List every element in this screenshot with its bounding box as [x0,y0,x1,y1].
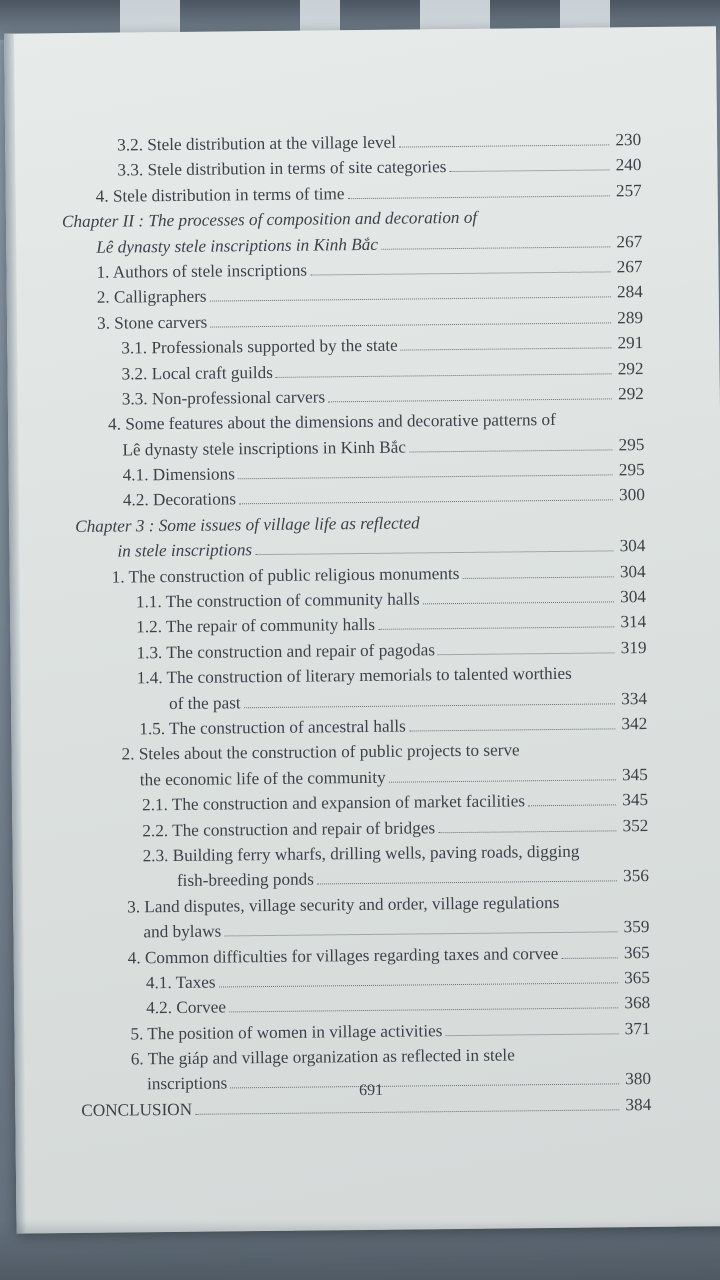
toc-entry-label: 1. The construction of public religious monuments [111,563,460,587]
toc-page-number: 230 [615,130,642,150]
page-edge [4,34,27,1234]
toc-entry-label: 4.1. Taxes [145,972,216,993]
toc-page-number: 368 [624,993,651,1013]
toc-page-number: 380 [625,1069,652,1089]
dot-leader [317,881,617,885]
dot-leader [462,576,613,579]
toc-entry-label: the economic life of the community [139,767,386,790]
toc-entry-label: 4.2. Decorations [122,489,237,510]
toc-entry-label: Lê dynasty stele inscriptions in Kinh Bắc [122,437,407,460]
toc-entry-label: 4.1. Dimensions [122,464,235,485]
toc-entry-label: 4. Common difficulties for villages regarding taxes and corvee [127,943,559,967]
toc-entry-label: 3.2. Local craft guilds [121,362,273,384]
toc-entry-label: 1.2. The repair of community halls [136,615,376,637]
toc-entry-label: 3. Land disputes, village security and order, village regulations [127,892,560,917]
toc-entry-label: 4. Some features about the dimensions and decorative patterns of [108,410,556,434]
toc-entry-label: CONCLUSION [81,1099,193,1120]
toc-page-number: 359 [623,917,650,937]
toc-entry-label: 3.3. Stele distribution in terms of site categories [117,157,447,180]
toc-page-number: 289 [617,307,644,328]
dot-leader [210,297,611,302]
toc-page-number: 295 [618,434,645,455]
toc-entry-label: fish-breeding ponds [176,869,314,891]
dot-leader [244,703,615,708]
dot-leader [210,322,611,327]
toc-entry-label: 3.1. Professionals supported by the state [121,335,398,358]
toc-page-number: 267 [616,257,643,277]
dot-leader [195,1109,619,1114]
dot-leader [449,170,609,173]
toc-entry-label: in stele inscriptions [117,540,253,561]
toc-entry-label: 2.2. The construction and repair of bridges [142,817,436,840]
toc-page-number: 240 [615,155,642,175]
toc-page-number: 345 [621,764,648,785]
dot-leader [276,373,612,378]
toc-page-number: 284 [616,282,643,302]
dot-leader [423,601,614,604]
dot-leader [399,144,609,147]
toc-entry-label: 1.4. The construction of literary memorials to talented worthies [136,664,572,688]
toc-page-number: 292 [617,383,644,404]
dot-leader [310,271,610,275]
dot-leader [389,779,616,782]
toc-page-number: 304 [619,536,646,556]
table-of-contents [61,127,651,1123]
dot-leader [409,728,615,731]
background-bottom [0,1220,720,1280]
toc-page-number: 319 [620,637,647,658]
toc-entry-label: 4. Stele distribution in terms of time [95,183,345,206]
page-number: 691 [359,1081,384,1100]
toc-page-number: 342 [621,714,648,734]
toc-entry-label: Chapter II : The processes of composition and decoration of [61,207,478,232]
toc-entry-label: of the past [168,692,241,713]
dot-leader [238,474,613,479]
toc-page-number: 365 [624,967,651,988]
toc-entry-label: Lê dynasty stele inscriptions in Kinh Bắc [96,234,378,257]
toc-page-number: 371 [624,1018,651,1038]
book-page [4,26,720,1233]
toc-page-number: 292 [617,358,644,378]
dot-leader [328,398,612,402]
toc-entry-label: 3. Stone carvers [96,312,208,333]
dot-leader [378,627,614,630]
toc-page-number: 314 [620,612,647,632]
toc-entry-label: 2. Calligraphers [96,286,207,308]
toc-page-number: 334 [621,688,648,708]
toc-page-number: 352 [622,815,649,835]
toc-page-number: 356 [622,866,649,886]
toc-entry-label: 3.3. Non-professional carvers [121,387,326,409]
toc-entry-label: 2.3. Building ferry wharfs, drilling wells, paving roads, digging [142,841,580,866]
dot-leader [239,500,613,505]
toc-entry-label: 4.2. Corvee [146,997,227,1018]
dot-leader [528,805,616,807]
toc-page-number: 257 [615,180,642,201]
toc-page-number: 365 [623,942,650,962]
toc-entry-label: 1.1. The construction of community halls [135,589,420,612]
toc-entry-label: inscriptions [146,1073,228,1094]
dot-leader [255,551,613,556]
dot-leader [224,931,617,936]
dot-leader [561,957,617,959]
toc-page-number: 291 [617,333,644,353]
dot-leader [438,830,616,833]
dot-leader [401,348,612,351]
toc-page-number: 267 [616,231,643,251]
toc-entry-label: 1.3. The construction and repair of pagodas [136,640,436,663]
toc-entry-label: 1.5. The construction of ancestral halls [139,716,406,739]
dot-leader [409,449,612,452]
toc-entry-label: 6. The giáp and village organization as reflected in stele [130,1045,515,1069]
toc-entry-label: 3.2. Stele distribution at the village level [117,132,397,155]
toc-page-number: 384 [625,1094,652,1115]
toc-page-number: 304 [620,587,647,607]
toc-entry-label: 2.1. The construction and expansion of market facilities [142,791,526,815]
toc-page-number: 304 [619,561,646,581]
toc-page-number: 300 [619,485,645,505]
toc-entry-label: 1. Authors of stele inscriptions [96,260,308,282]
dot-leader [381,246,610,249]
toc-page-number: 345 [622,790,649,810]
dot-leader [219,982,618,987]
toc-entry-label: and bylaws [143,921,222,942]
dot-leader [445,1033,618,1036]
toc-entry-label: 2. Steles about the construction of public projects to serve [121,740,520,764]
dot-leader [347,195,609,199]
dot-leader [438,652,615,655]
toc-page-number: 295 [618,460,645,480]
dot-leader [229,1008,618,1013]
toc-entry-label: Chapter 3 : Some issues of village life as reflected [75,513,420,536]
toc-entry-label: 5. The position of women in village activities [130,1020,443,1044]
